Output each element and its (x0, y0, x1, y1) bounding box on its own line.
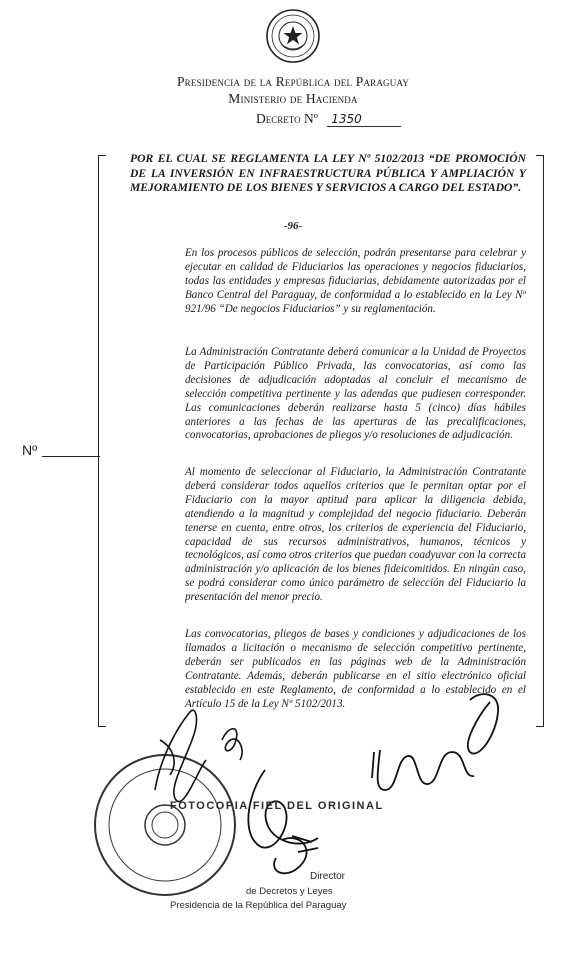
left-margin-bracket (98, 155, 106, 727)
page-number: -96- (283, 220, 303, 232)
presidency-heading: Presidencia de la República del Paraguay (176, 74, 410, 89)
signature-center-icon (248, 770, 318, 873)
signature-left-icon (155, 710, 242, 801)
official-round-stamp-icon (95, 755, 235, 895)
national-seal-icon (265, 8, 321, 64)
paragraph: Las convocatorias, pliegos de bases y condiciones y adjudicaciones de los llamados a licitación o mecanismo de selección competitivo pertinente, deberán ser publicados en las páginas web de la Administración Contratante. Además, deberán publicarse en el sitio electrónico oficial establecido en este Reglamento, de conformidad a lo establecido en el Artículo 15 de la Ley Nº 5102/2013. (185, 628, 526, 710)
margin-number-label: Nº (22, 442, 38, 458)
certification-stamp-text: FOTOCOPIA FIEL DEL ORIGINAL (170, 800, 384, 812)
decree-number-line (256, 111, 401, 127)
paragraph: Al momento de seleccionar al Fiduciario, la Administración Contratante deberá considerar todos aquellos criterios que le permitan optar por el Fiduciario con la mayor aptitud para aplicar la diligencia debida, atendiendo a la magnitud y complejidad del negocio fiduciario. Deberán tenerse en cuenta, entre otros, los criterios de experiencia del Fiduciario, capacidad de sus recursos administrativos, humanos, técnicos y tecnológicos, así como otros criterios que puedan coadyuvar con la correcta administración y/o aplicación de los bienes fideicomitidos. En ningún caso, se podrá considerar como único parámetro de selección del Fiduciario la presentación del menor precio. (185, 466, 526, 604)
ministry-heading: Ministerio de Hacienda (228, 91, 358, 106)
stamp-department-text: de Decretos y Leyes (246, 886, 333, 897)
paragraph: En los procesos públicos de selección, podrán presentarse para celebrar y ejecutar en calidad de Fiduciarios las operaciones y negocios fiduciarios, todas las entidades y empresas fiduciarias, debidamente autorizadas por el Banco Central del Paraguay, de conformidad a lo establecido en la Ley Nº 921/96 “De negocios Fiduciarios” y su reglamentación. (185, 247, 526, 315)
decree-title: POR EL CUAL SE REGLAMENTA LA LEY Nº 5102/2013 “DE PROMOCIÓN DE LA INVERSIÓN EN INFRAESTRUCTURA PÚBLICA Y AMPLIACIÓN Y MEJORAMIENTO DE LOS BIENES Y SERVICIOS A CARGO DEL ESTADO”. (130, 152, 526, 194)
decree-label: Decreto Nº (256, 111, 318, 126)
right-margin-bracket (536, 155, 544, 727)
stamp-director-text: Director (310, 871, 346, 882)
margin-number-line (42, 456, 100, 457)
stamp-presidency-text: Presidencia de la República del Paraguay (170, 900, 347, 911)
paragraph: La Administración Contratante deberá comunicar a la Unidad de Proyectos de Participación Público Privada, las convocatorias, así como las decisiones de adjudicación adoptadas al concluir el mecanismo de selección competitiva pertinente y las adendas que pudiesen corresponder. Las comunicaciones deberán realizarse hasta 5 (cinco) días hábiles anteriores a las fechas de las aperturas de las precalificaciones, convocatorias, aprobaciones de pliegos y/o resoluciones de adjudicación. (185, 346, 526, 442)
decree-number: 1350 (327, 112, 401, 127)
